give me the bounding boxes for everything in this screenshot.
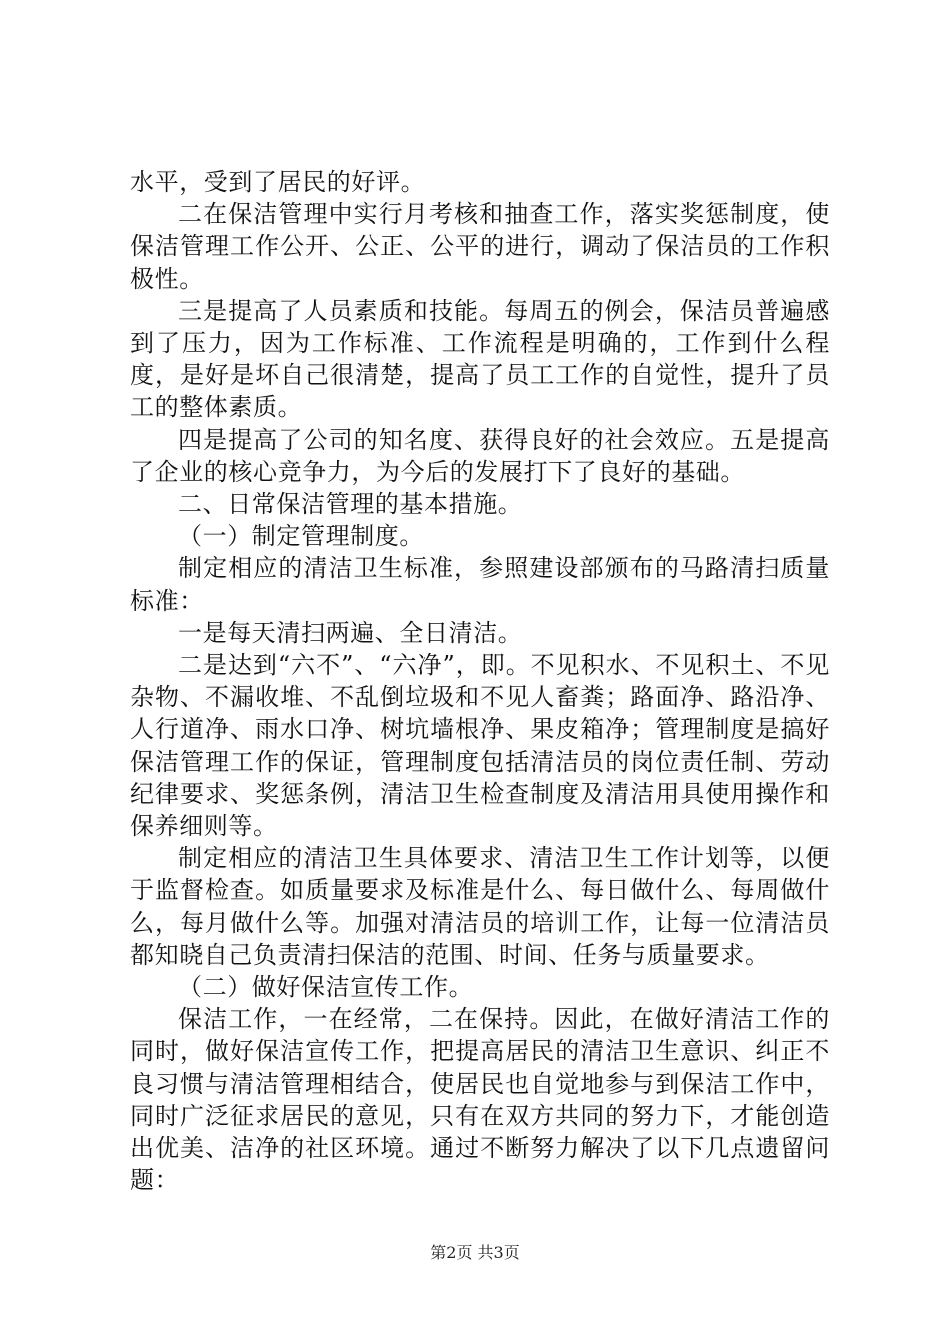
paragraph-4: 四是提高了公司的知名度、获得良好的社会效应。五是提高了企业的核心竞争力，为今后的发展打下了良好的基础。 bbox=[130, 425, 830, 486]
paragraph-7: 制定相应的清洁卫生标准，参照建设部颁布的马路清扫质量标准： bbox=[130, 554, 830, 615]
paragraph-10: 制定相应的清洁卫生具体要求、清洁卫生工作计划等，以便于监督检查。如质量要求及标准是什么、每日做什么、每周做什么，每月做什么等。加强对清洁员的培训工作，让每一位清洁员都知晓自己负责清扫保洁的范围、时间、任务与质量要求。 bbox=[130, 844, 830, 969]
subsection-heading-1: （一）制定管理制度。 bbox=[178, 522, 424, 551]
subsection-heading-2: （二）做好保洁宣传工作。 bbox=[178, 973, 474, 1002]
paragraph-12: 保洁工作，一在经常，二在保持。因此，在做好清洁工作的同时，做好保洁宣传工作，把提高居民的清洁卫生意识、纠正不良习惯与清洁管理相结合，使居民也自觉地参与到保洁工作中，同时广泛征求居民的意见，只有在双方共同的努力下，才能创造出优美、洁净的社区环境。通过不断努力解决了以下几点遗留问题： bbox=[130, 1005, 830, 1195]
paragraph-1: 水平，受到了居民的好评。 bbox=[130, 168, 426, 196]
paragraph-3: 三是提高了人员素质和技能。每周五的例会，保洁员普遍感到了压力，因为工作标准、工作流程是明确的，工作到什么程度，是好是坏自己很清楚，提高了员工工作的自觉性，提升了员工的整体素质。 bbox=[130, 296, 830, 422]
document-body bbox=[130, 166, 830, 1197]
page-footer: 第2页 共3页 bbox=[430, 1243, 520, 1262]
paragraph-9: 二是达到“六不”、“六净”，即。不见积水、不见积土、不见杂物、不漏收堆、不乱倒垃圾和不见人畜粪；路面净、路沿净、人行道净、雨水口净、树坑墙根净、果皮箱净；管理制度是搞好保洁管理工作的保证，管理制度包括清洁员的岗位责任制、劳动纪律要求、奖惩条例，清洁卫生检查制度及清洁用具使用操作和保养细则等。 bbox=[130, 651, 830, 841]
section-heading: 二、日常保洁管理的基本措施。 bbox=[178, 490, 523, 519]
paragraph-2: 二在保洁管理中实行月考核和抽查工作，落实奖惩制度，使保洁管理工作公开、公正、公平的进行，调动了保洁员的工作积极性。 bbox=[130, 200, 830, 293]
paragraph-8: 一是每天清扫两遍、全日清洁。 bbox=[178, 618, 523, 647]
